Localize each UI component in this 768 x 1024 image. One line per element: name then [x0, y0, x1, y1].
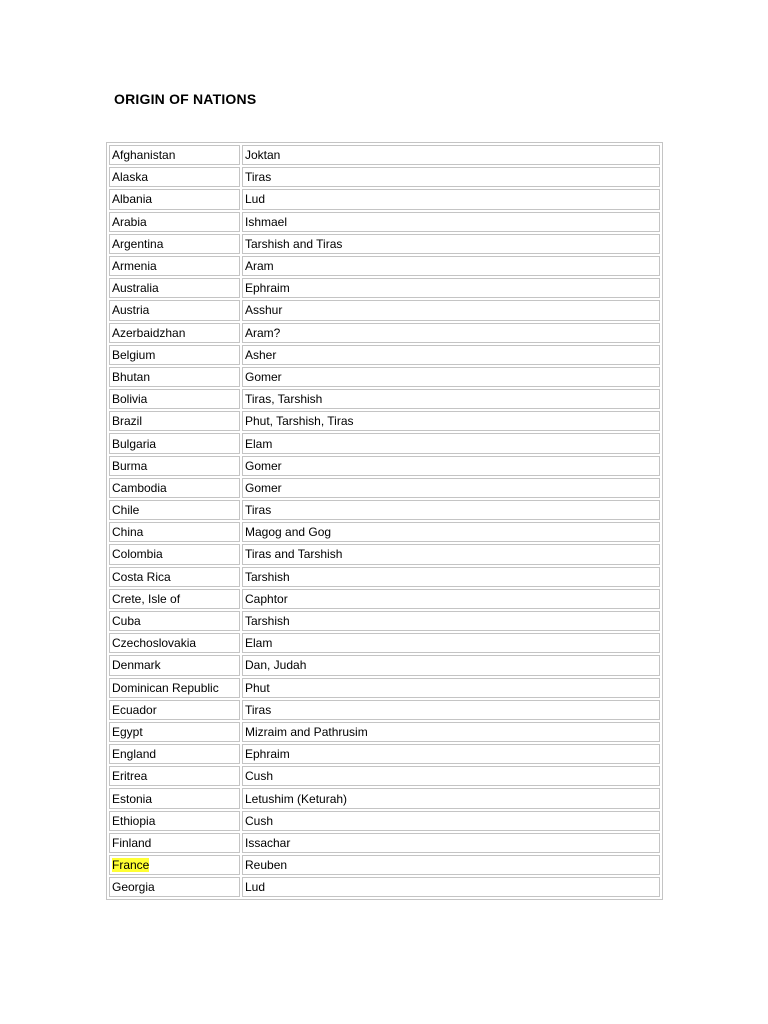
- origin-cell: [242, 522, 660, 542]
- country-name: Bulgaria: [112, 436, 157, 451]
- table-row: [109, 256, 660, 276]
- table-row: [109, 212, 660, 232]
- table-row: [109, 234, 660, 254]
- country-name: England: [112, 747, 157, 762]
- country-name: Ecuador: [112, 702, 157, 717]
- origin-name: Gomer: [245, 458, 282, 473]
- origin-cell: [242, 433, 660, 453]
- origin-name: Cush: [245, 769, 274, 784]
- origin-cell: [242, 589, 660, 609]
- country-name: Belgium: [112, 347, 156, 362]
- origin-cell: [242, 478, 660, 498]
- country-cell: [109, 478, 240, 498]
- table-row: [109, 544, 660, 564]
- country-name: Czechoslovakia: [112, 636, 197, 651]
- country-cell: [109, 788, 240, 808]
- origin-cell: [242, 633, 660, 653]
- country-name: Burma: [112, 458, 148, 473]
- table-row: [109, 167, 660, 187]
- country-cell: [109, 700, 240, 720]
- country-cell: [109, 167, 240, 187]
- origin-name: Phut, Tarshish, Tiras: [245, 414, 354, 429]
- table-row: [109, 678, 660, 698]
- country-cell: [109, 145, 240, 165]
- origin-name: Asshur: [245, 303, 283, 318]
- table-row: [109, 500, 660, 520]
- origin-name: Asher: [245, 347, 277, 362]
- country-cell: [109, 833, 240, 853]
- highlighted-country-name: France: [112, 858, 150, 873]
- country-cell: [109, 411, 240, 431]
- origin-name: Tarshish: [245, 569, 290, 584]
- country-name: Eritrea: [112, 769, 148, 784]
- table-row: [109, 788, 660, 808]
- table-row: [109, 522, 660, 542]
- country-cell: [109, 544, 240, 564]
- country-name: Bhutan: [112, 369, 151, 384]
- table-row: [109, 700, 660, 720]
- country-name: Australia: [112, 281, 159, 296]
- table-row: [109, 411, 660, 431]
- origin-name: Ephraim: [245, 747, 290, 762]
- country-name: Austria: [112, 303, 150, 318]
- country-name: Ethiopia: [112, 813, 156, 828]
- origin-name: Mizraim and Pathrusim: [245, 724, 368, 739]
- origin-name: Lud: [245, 880, 266, 895]
- origin-cell: [242, 167, 660, 187]
- origin-name: Letushim (Keturah): [245, 791, 348, 806]
- table-row: [109, 833, 660, 853]
- country-name: Finland: [112, 835, 152, 850]
- origin-name: Gomer: [245, 369, 282, 384]
- origin-cell: [242, 700, 660, 720]
- origin-cell: [242, 833, 660, 853]
- table-row: [109, 189, 660, 209]
- origin-name: Caphtor: [245, 591, 288, 606]
- table-row: [109, 722, 660, 742]
- origin-name: Lud: [245, 192, 266, 207]
- origin-name: Tarshish: [245, 614, 290, 629]
- country-cell: [109, 300, 240, 320]
- country-cell: [109, 766, 240, 786]
- origin-cell: [242, 189, 660, 209]
- table-row: [109, 655, 660, 675]
- country-name: Azerbaidzhan: [112, 325, 186, 340]
- country-name: Colombia: [112, 547, 163, 562]
- origin-cell: [242, 367, 660, 387]
- country-cell: [109, 655, 240, 675]
- origin-name: Tiras: [245, 170, 272, 185]
- country-cell: [109, 744, 240, 764]
- country-name: Cambodia: [112, 480, 167, 495]
- country-cell: [109, 722, 240, 742]
- table-row: [109, 766, 660, 786]
- origin-name: Cush: [245, 813, 274, 828]
- country-name: Dominican Republic: [112, 680, 219, 695]
- page-title: ORIGIN OF NATIONS: [114, 91, 257, 107]
- country-cell: [109, 567, 240, 587]
- country-name: Chile: [112, 503, 140, 518]
- origin-cell: [242, 256, 660, 276]
- table-row: [109, 389, 660, 409]
- table-row: [109, 300, 660, 320]
- origin-name: Reuben: [245, 858, 288, 873]
- country-cell: [109, 589, 240, 609]
- country-cell: [109, 456, 240, 476]
- origin-cell: [242, 567, 660, 587]
- country-name: Georgia: [112, 880, 155, 895]
- origin-cell: [242, 788, 660, 808]
- origin-cell: [242, 500, 660, 520]
- origin-cell: [242, 389, 660, 409]
- origin-cell: [242, 655, 660, 675]
- country-name: Egypt: [112, 724, 143, 739]
- origin-name: Gomer: [245, 480, 282, 495]
- country-name: Cuba: [112, 614, 141, 629]
- country-cell: [109, 389, 240, 409]
- nations-table: [106, 142, 663, 900]
- origin-cell: [242, 811, 660, 831]
- nations-table-body: [109, 145, 660, 897]
- table-row: [109, 567, 660, 587]
- table-row: [109, 877, 660, 897]
- origin-name: Joktan: [245, 148, 281, 163]
- country-cell: [109, 278, 240, 298]
- origin-cell: [242, 345, 660, 365]
- table-row: [109, 611, 660, 631]
- country-name: China: [112, 525, 144, 540]
- origin-cell: [242, 678, 660, 698]
- origin-cell: [242, 611, 660, 631]
- country-name: Denmark: [112, 658, 161, 673]
- country-name: Albania: [112, 192, 153, 207]
- country-cell: [109, 367, 240, 387]
- origin-name: Aram?: [245, 325, 281, 340]
- origin-cell: [242, 234, 660, 254]
- country-cell: [109, 855, 240, 875]
- origin-cell: [242, 544, 660, 564]
- country-cell: [109, 500, 240, 520]
- country-name: Crete, Isle of: [112, 591, 181, 606]
- country-cell: [109, 212, 240, 232]
- country-name: Brazil: [112, 414, 143, 429]
- country-cell: [109, 433, 240, 453]
- table-row: [109, 345, 660, 365]
- table-row: [109, 744, 660, 764]
- origin-name: Elam: [245, 436, 273, 451]
- origin-cell: [242, 145, 660, 165]
- origin-cell: [242, 722, 660, 742]
- origin-cell: [242, 456, 660, 476]
- country-cell: [109, 811, 240, 831]
- origin-cell: [242, 278, 660, 298]
- country-name: Arabia: [112, 214, 147, 229]
- country-name: Alaska: [112, 170, 149, 185]
- origin-cell: [242, 411, 660, 431]
- origin-name: Elam: [245, 636, 273, 651]
- country-name: Argentina: [112, 236, 164, 251]
- table-row: [109, 456, 660, 476]
- origin-name: Tiras and Tarshish: [245, 547, 343, 562]
- country-name: Costa Rica: [112, 569, 171, 584]
- country-cell: [109, 522, 240, 542]
- origin-name: Tiras: [245, 702, 272, 717]
- origin-name: Phut: [245, 680, 270, 695]
- country-cell: [109, 256, 240, 276]
- origin-cell: [242, 323, 660, 343]
- country-cell: [109, 611, 240, 631]
- origin-cell: [242, 766, 660, 786]
- country-name: Armenia: [112, 259, 157, 274]
- table-row: [109, 633, 660, 653]
- country-cell: [109, 234, 240, 254]
- table-row: [109, 278, 660, 298]
- country-cell: [109, 323, 240, 343]
- table-row: [109, 433, 660, 453]
- origin-cell: [242, 855, 660, 875]
- table-row: [109, 323, 660, 343]
- country-cell: [109, 877, 240, 897]
- country-cell: [109, 678, 240, 698]
- table-row: [109, 811, 660, 831]
- country-cell: [109, 345, 240, 365]
- table-row: [109, 855, 660, 875]
- country-cell: [109, 633, 240, 653]
- country-name: Estonia: [112, 791, 153, 806]
- origin-name: Magog and Gog: [245, 525, 332, 540]
- table-row: [109, 367, 660, 387]
- table-row: [109, 145, 660, 165]
- origin-name: Tarshish and Tiras: [245, 236, 343, 251]
- origin-name: Ephraim: [245, 281, 290, 296]
- table-row: [109, 589, 660, 609]
- origin-name: Tiras: [245, 503, 272, 518]
- origin-cell: [242, 300, 660, 320]
- origin-name: Aram: [245, 259, 274, 274]
- origin-name: Ishmael: [245, 214, 288, 229]
- origin-name: Issachar: [245, 835, 291, 850]
- origin-name: Dan, Judah: [245, 658, 307, 673]
- origin-cell: [242, 212, 660, 232]
- country-cell: [109, 189, 240, 209]
- country-name: Bolivia: [112, 392, 148, 407]
- country-name: Afghanistan: [112, 148, 176, 163]
- origin-name: Tiras, Tarshish: [245, 392, 323, 407]
- table-row: [109, 478, 660, 498]
- origin-cell: [242, 877, 660, 897]
- origin-cell: [242, 744, 660, 764]
